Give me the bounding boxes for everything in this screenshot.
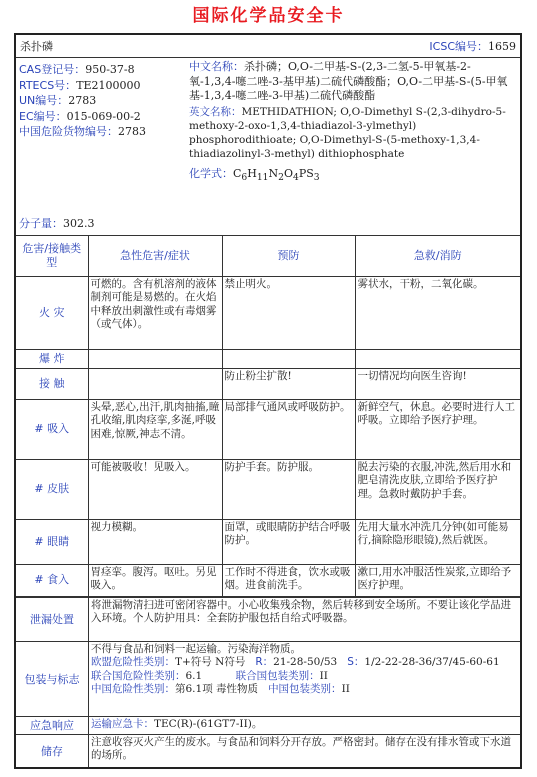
icsc-number: ICSC编号：1659 bbox=[429, 40, 516, 53]
header-type: 危害/接触类型 bbox=[16, 236, 88, 276]
rtecs-number: RTECS号：TE2100000 bbox=[19, 78, 141, 92]
header-symptoms: 急性危害/症状 bbox=[88, 236, 222, 276]
row-category: 爆 炸 bbox=[16, 349, 88, 368]
row-prevention: 工作时不得进食，饮水或吸烟。进食前洗手。 bbox=[222, 564, 355, 596]
row-symptoms: 头晕,恶心,出汗,肌肉抽搐,瞳孔收缩,肌肉痉挛,多涎,呼吸困难,惊厥,神志不清。 bbox=[88, 399, 222, 459]
card-header bbox=[16, 35, 520, 58]
un-classification: 联合国危险性类别：6.1 联合国包装类别：II bbox=[91, 669, 328, 682]
table-row bbox=[16, 459, 520, 519]
row-prevention: 局部排气通风或呼吸防护。 bbox=[222, 399, 355, 459]
chinese-name: 中文名称：杀扑磷；O,O-二甲基-S-(2,3-二氢-5-甲氧基-2-氧-1,3,4-噻二唑-3-基甲基)二硫代磷酸酯；O,O-二甲基-S-(5-甲氧基-1,3,4-噻二唑-3-甲基)二硫代磷酸酯 bbox=[189, 60, 508, 103]
storage-section bbox=[16, 735, 520, 767]
row-symptoms bbox=[88, 349, 222, 368]
row-category: 火 灾 bbox=[16, 276, 88, 349]
table-row bbox=[16, 519, 520, 564]
hazard-table bbox=[16, 236, 520, 597]
row-symptoms: 可燃的。含有机溶剂的液体制剂可能是易燃的。在火焰中释放出刺激性或有毒烟雾（或气体）。 bbox=[88, 276, 222, 349]
row-first-aid: 一切情况均向医生咨询! bbox=[355, 368, 520, 399]
row-first-aid bbox=[355, 349, 520, 368]
storage-label: 储存 bbox=[16, 735, 89, 767]
packaging-note: 不得与食品和饲料一起运输。污染海洋物质。 bbox=[91, 642, 301, 655]
identifier-list bbox=[16, 58, 187, 235]
packaging-label: 包装与标志 bbox=[16, 642, 89, 716]
row-first-aid: 漱口,用水冲服活性炭浆,立即给予医疗护理。 bbox=[355, 564, 520, 596]
row-first-aid: 新鲜空气，休息。必要时进行人工呼吸。立即给予医疗护理。 bbox=[355, 399, 520, 459]
header-prevention: 预防 bbox=[222, 236, 355, 276]
un-number: UN编号：2783 bbox=[19, 94, 97, 107]
emergency-label: 应急响应 bbox=[16, 717, 89, 734]
row-symptoms: 视力模糊。 bbox=[88, 519, 222, 564]
packaging-text bbox=[89, 642, 520, 716]
row-symptoms bbox=[88, 368, 222, 399]
spill-label: 泄漏处置 bbox=[16, 598, 89, 641]
identifier-section bbox=[16, 58, 520, 236]
packaging-section bbox=[16, 642, 520, 717]
page-title: 国际化学品安全卡 bbox=[192, 6, 345, 26]
row-category: # 眼睛 bbox=[16, 519, 88, 564]
storage-text: 注意收容灭火产生的废水。与食品和饲料分开存放。严格密封。储存在没有排水管或下水道的场所。 bbox=[91, 735, 511, 762]
header-first-aid: 急救/消防 bbox=[355, 236, 520, 276]
row-first-aid: 先用大量水冲洗几分钟(如可能易行,摘除隐形眼镜),然后就医。 bbox=[355, 519, 520, 564]
row-category: # 食入 bbox=[16, 564, 88, 596]
table-row bbox=[16, 564, 520, 596]
row-symptoms: 可能被吸收！见吸入。 bbox=[88, 459, 222, 519]
row-prevention: 防止粉尘扩散! bbox=[222, 368, 355, 399]
row-category: # 吸入 bbox=[16, 399, 88, 459]
cn-classification: 中国危险性类别：第6.1项 毒性物质 中国包装类别：II bbox=[91, 683, 350, 696]
row-prevention: 禁止明火。 bbox=[222, 276, 355, 349]
table-row bbox=[16, 368, 520, 399]
cas-number: CAS登记号：950-37-8 bbox=[19, 63, 135, 76]
row-category: 接 触 bbox=[16, 368, 88, 399]
cn-dangerous-goods-number: 中国危险货物编号：2783 bbox=[19, 125, 146, 138]
row-first-aid: 雾状水，干粉，二氧化碳。 bbox=[355, 276, 520, 349]
spill-section bbox=[16, 598, 520, 642]
table-row bbox=[16, 399, 520, 459]
english-name: 英文名称：METHIDATHION; O,O-Dimethyl S-(2,3-dihydro-5-methoxy-2-oxo-1,3,4-thiadiazol-3-ylmethyl) phosphorodithioate; O,O-Dimethyl-S-(5-methoxy-1,3,4-thiadiazolinyl-3-methyl) dithiophosphate bbox=[189, 105, 506, 161]
eu-classification: 欧盟危险性类别：T+符号 N符号 R：21-28-50/53 S：1/2-22-28-36/37/45-60-61 bbox=[91, 656, 500, 669]
molecular-weight: 分子量：302.3 bbox=[19, 217, 95, 230]
spill-text: 将泄漏物清扫进可密闭容器中。小心收集残余物，然后转移到安全场所。不要让该化学品进入环境。个人防护用具：全套防护服包括自给式呼吸器。 bbox=[91, 598, 511, 625]
hazard-section bbox=[16, 236, 520, 598]
row-prevention: 防护手套。防护服。 bbox=[222, 459, 355, 519]
emergency-section bbox=[16, 717, 520, 735]
emergency-text: 运输应急卡：TEC(R)-(61GT7-II)。 bbox=[91, 717, 263, 730]
chemical-formula: 化学式：$C_6H_{11}N_2O_4PS_3$ bbox=[189, 166, 320, 183]
row-category: # 皮肤 bbox=[16, 459, 88, 519]
safety-card bbox=[14, 33, 522, 769]
chemical-name: 杀扑磷 bbox=[20, 40, 53, 53]
table-row bbox=[16, 349, 520, 368]
row-symptoms: 胃痉挛。腹泻。呕吐。另见吸入。 bbox=[88, 564, 222, 596]
row-first-aid: 脱去污染的衣服,冲洗,然后用水和肥皂清洗皮肤,立即给予医疗护理。急救时戴防护手套。 bbox=[355, 459, 520, 519]
ec-number: EC编号：015-069-00-2 bbox=[19, 109, 141, 123]
table-row bbox=[16, 276, 520, 349]
row-prevention bbox=[222, 349, 355, 368]
hazard-table-header bbox=[16, 236, 520, 276]
name-section bbox=[187, 58, 520, 235]
row-prevention: 面罩，或眼睛防护结合呼吸防护。 bbox=[222, 519, 355, 564]
